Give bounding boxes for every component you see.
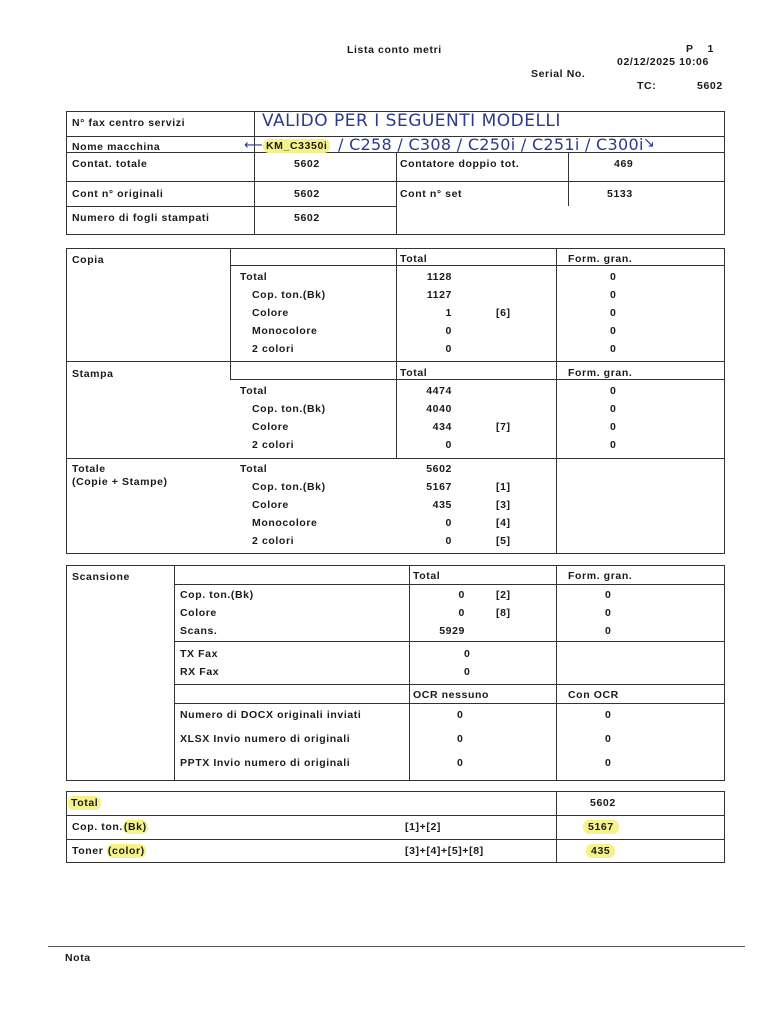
- ocr-row-none: 0: [457, 709, 464, 721]
- copia-row-value: 0: [445, 325, 452, 337]
- copia-row-label: 2 colori: [252, 343, 295, 355]
- fax-row-value: 0: [464, 648, 471, 660]
- scan-row-label: Scans.: [180, 625, 218, 637]
- nota-label: Nota: [65, 952, 91, 964]
- total-counter-label: Contat. totale: [72, 158, 148, 170]
- machine-label: Nome macchina: [72, 141, 161, 153]
- ocr-row-label: Numero di DOCX originali inviati: [180, 709, 362, 721]
- scan-table: [66, 565, 725, 781]
- summary-table: [66, 791, 725, 863]
- totale-row-label: Monocolore: [252, 517, 318, 529]
- copia-row-form: 0: [610, 271, 617, 283]
- scan-row-ref: [2]: [496, 589, 511, 601]
- report-date: 02/12/2025 10:06: [617, 56, 709, 68]
- copia-row-ref: [6]: [496, 307, 511, 319]
- copia-label: Copia: [72, 254, 105, 266]
- scan-row-form: 0: [605, 589, 612, 601]
- footer-divider: [48, 946, 745, 947]
- ocr-row-with: 0: [605, 709, 612, 721]
- scan-row-value: 5929: [439, 625, 465, 637]
- copia-row-label: Total: [240, 271, 268, 283]
- scan-row-value: 0: [458, 607, 465, 619]
- scan-col-form: Form. gran.: [568, 570, 633, 582]
- scan-row-label: Colore: [180, 607, 217, 619]
- sets-value: 5133: [607, 188, 633, 200]
- ocr-none-header: OCR nessuno: [413, 689, 490, 701]
- double-counter-value: 469: [614, 158, 634, 170]
- stampa-row-label: 2 colori: [252, 439, 295, 451]
- stampa-row-ref: [7]: [496, 421, 511, 433]
- ocr-row-none: 0: [457, 757, 464, 769]
- totale-row-ref: [5]: [496, 535, 511, 547]
- totale-row-value: 0: [445, 517, 452, 529]
- scan-row-form: 0: [605, 625, 612, 637]
- copia-row-label: Cop. ton.(Bk): [252, 289, 326, 301]
- totale-row-ref: [1]: [496, 481, 511, 493]
- tc-value: 5602: [697, 80, 723, 92]
- copia-row-value: 0: [445, 343, 452, 355]
- scan-row-label: Cop. ton.(Bk): [180, 589, 254, 601]
- report-title: Lista conto metri: [347, 44, 442, 56]
- stampa-row-label: Cop. ton.(Bk): [252, 403, 326, 415]
- totale-row-ref: [4]: [496, 517, 511, 529]
- double-counter-label: Contatore doppio tot.: [400, 158, 520, 170]
- totale-row-label: Cop. ton.(Bk): [252, 481, 326, 493]
- copia-col-form: Form. gran.: [568, 253, 633, 265]
- totale-row-ref: [3]: [496, 499, 511, 511]
- ocr-row-none: 0: [457, 733, 464, 745]
- summary-color-value: 435: [586, 845, 615, 857]
- fax-row-value: 0: [464, 666, 471, 678]
- fax-label: N° fax centro servizi: [72, 117, 186, 129]
- total-counter-value: 5602: [294, 158, 320, 170]
- copia-row-form: 0: [610, 343, 617, 355]
- page-number: P 1: [686, 43, 714, 55]
- copia-row-label: Monocolore: [252, 325, 318, 337]
- copia-row-value: 1128: [426, 271, 452, 283]
- stampa-col-total: Total: [400, 367, 428, 379]
- ocr-row-with: 0: [605, 757, 612, 769]
- copia-col-total: Total: [400, 253, 428, 265]
- summary-bk-formula: [1]+[2]: [405, 821, 441, 833]
- copia-row-value: 1: [445, 307, 452, 319]
- copia-row-form: 0: [610, 325, 617, 337]
- copia-row-form: 0: [610, 307, 617, 319]
- sheets-label: Numero di fogli stampati: [72, 212, 210, 224]
- totale-row-value: 5167: [426, 481, 452, 493]
- copia-row-label: Colore: [252, 307, 289, 319]
- stampa-row-form: 0: [610, 439, 617, 451]
- arrow-left-icon: ⟵: [244, 137, 264, 152]
- stampa-row-form: 0: [610, 421, 617, 433]
- scan-row-value: 0: [458, 589, 465, 601]
- summary-bk-label: Cop. ton.(Bk): [72, 821, 147, 833]
- totale-row-value: 0: [445, 535, 452, 547]
- stampa-row-label: Total: [240, 385, 268, 397]
- totale-row-label: 2 colori: [252, 535, 295, 547]
- copia-row-value: 1127: [426, 289, 452, 301]
- stampa-row-value: 4474: [426, 385, 452, 397]
- tc-label: TC:: [637, 80, 657, 92]
- arrow-right-icon: ↘: [643, 134, 656, 150]
- totale-row-label: Total: [240, 463, 268, 475]
- copia-row-form: 0: [610, 289, 617, 301]
- totale-row-label: Colore: [252, 499, 289, 511]
- handwritten-models: / C258 / C308 / C250i / C251i / C300i: [338, 135, 644, 154]
- sets-label: Cont n° set: [400, 188, 463, 200]
- stampa-row-form: 0: [610, 385, 617, 397]
- totale-sublabel: (Copie + Stampe): [72, 476, 168, 488]
- stampa-row-value: 434: [432, 421, 452, 433]
- summary-total-label: Total: [68, 797, 101, 809]
- ocr-with-header: Con OCR: [568, 689, 619, 701]
- fax-row-label: TX Fax: [180, 648, 219, 660]
- totale-row-value: 435: [432, 499, 452, 511]
- totale-row-value: 5602: [426, 463, 452, 475]
- scan-row-form: 0: [605, 607, 612, 619]
- handwritten-note: VALIDO PER I SEGUENTI MODELLI: [262, 111, 561, 131]
- scan-col-total: Total: [413, 570, 441, 582]
- totale-label: Totale: [72, 463, 106, 475]
- stampa-row-label: Colore: [252, 421, 289, 433]
- stampa-row-value: 0: [445, 439, 452, 451]
- ocr-row-label: XLSX Invio numero di originali: [180, 733, 351, 745]
- stampa-col-form: Form. gran.: [568, 367, 633, 379]
- fax-row-label: RX Fax: [180, 666, 220, 678]
- scan-label: Scansione: [72, 571, 130, 583]
- ocr-row-label: PPTX Invio numero di originali: [180, 757, 351, 769]
- originals-value: 5602: [294, 188, 320, 200]
- summary-bk-value: 5167: [583, 821, 619, 833]
- summary-color-formula: [3]+[4]+[5]+[8]: [405, 845, 484, 857]
- stampa-row-value: 4040: [426, 403, 452, 415]
- ocr-row-with: 0: [605, 733, 612, 745]
- stampa-label: Stampa: [72, 368, 114, 380]
- stampa-row-form: 0: [610, 403, 617, 415]
- serial-label: Serial No.: [531, 68, 586, 80]
- machine-value: KM_C3350i: [263, 140, 330, 152]
- sheets-value: 5602: [294, 212, 320, 224]
- summary-color-label: Toner (color): [72, 845, 145, 857]
- originals-label: Cont n° originali: [72, 188, 164, 200]
- summary-total-value: 5602: [590, 797, 616, 809]
- scan-row-ref: [8]: [496, 607, 511, 619]
